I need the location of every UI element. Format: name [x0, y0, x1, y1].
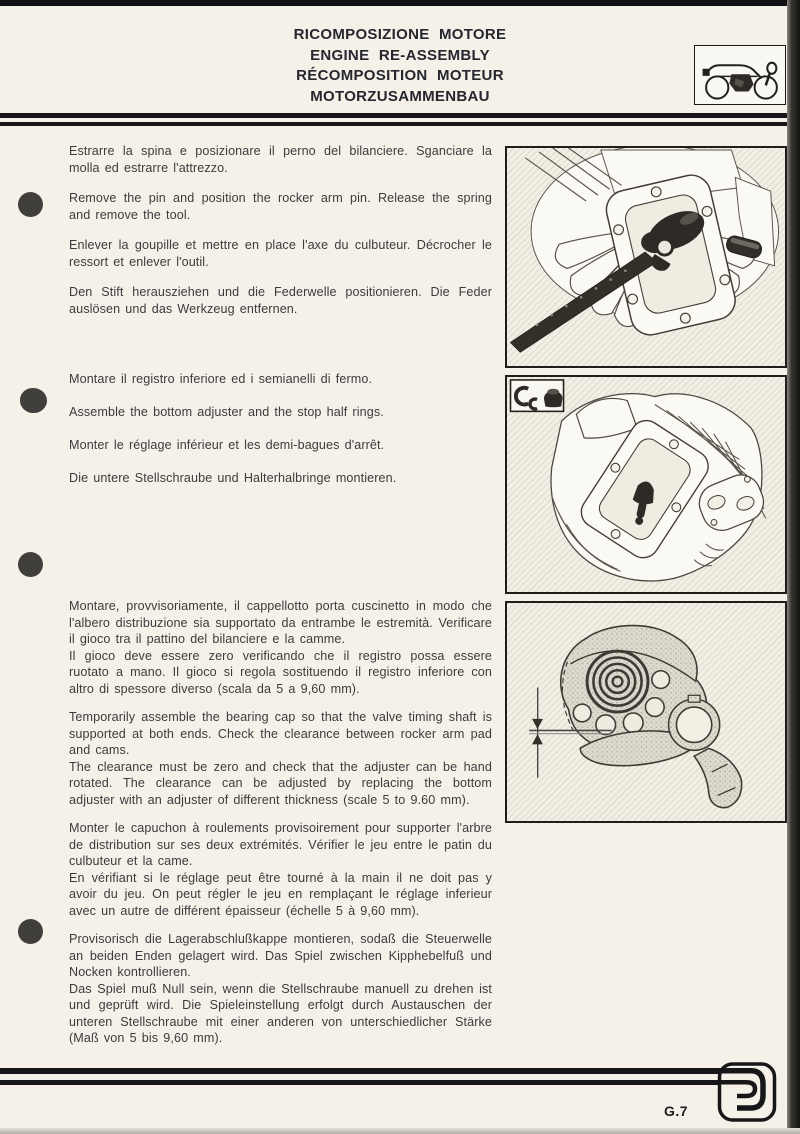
- title-line-de: MOTORZUSAMMENBAU: [310, 87, 490, 105]
- title-line-fr: RÉCOMPOSITION MOTEUR: [296, 67, 504, 84]
- header-rule-bottom: [0, 122, 788, 126]
- punch-hole: [20, 388, 47, 413]
- page-title: [200, 25, 600, 107]
- paragraph-group-english: [69, 709, 492, 808]
- paragraph-italian: Estrarre la spina e posizionare il perno del bilanciere. Sganciare la molla ed estrarre l'attrezzo.: [69, 144, 492, 175]
- paragraph-italian: Il gioco deve essere zero verificando che il registro possa essere ruotato a mano. Il gioco si regola sostituendo il registro inferiore con altro di spessore diverso (scala da 5 a 9,60 mm).: [69, 648, 492, 696]
- page-top-edge: [0, 0, 800, 6]
- section-remove-pin: [69, 143, 492, 331]
- title-line-it: RICOMPOSIZIONE MOTORE: [293, 26, 507, 43]
- punch-hole: [18, 192, 43, 217]
- paragraph-german: Provisorisch die Lagerabschlußkappe montieren, sodaß die Steuerwelle an beiden Enden gelagert wird. Das Spiel zwischen Kipphebelfuß und Nocken kontrollieren.: [69, 932, 492, 979]
- motorcycle-icon: [694, 45, 786, 105]
- paragraph-french: Monter le capuchon à roulements provisoirement pour supporter l'arbre de distribution sur ses deux extrémités. Vérifier le jeu entre le patin du culbuteur et la came.: [69, 821, 492, 868]
- section-bottom-adjuster: [69, 371, 492, 503]
- figure-cam-rocker-clearance: [505, 601, 787, 823]
- paragraph-italian: Montare, provvisoriamente, il cappellotto porta cuscinetto in modo che l'albero distribuzione sia supportato da entrambe le estremità. Verificare il gioco tra il pattino del bilanciere e la camme.: [69, 599, 492, 646]
- paragraph-french: Enlever la goupille et mettre en place l'axe du culbuteur. Décrocher le ressort et enlever l'outil.: [69, 238, 492, 269]
- paragraph-german: Das Spiel muß Null sein, wenn die Stellschraube manuell zu drehen ist und geprüft wird. Die Spieleinstellung erfolgt durch Austauschen der unteren Stellschraube mit einer anderen von unterschiedlicher Stärke (Maß von 5 bis 9,60 mm).: [69, 981, 492, 1045]
- paragraph-group-french: [69, 820, 492, 919]
- paragraph-english: Assemble the bottom adjuster and the stop half rings.: [69, 405, 384, 419]
- paragraph-french: En vérifiant si le réglage peut être tourné à la main il ne doit pas y avoir du jeu. On peut régler le jeu en remplaçant le réglage inferieur avec un autre de différent épaisseur (échelle 5 à 9,60 mm).: [69, 870, 492, 918]
- page-right-edge: [787, 0, 800, 1134]
- paragraph-group-german: [69, 931, 492, 1047]
- paragraph-italian: Montare il registro inferiore ed i semianelli di fermo.: [69, 372, 373, 386]
- figure-bottom-adjuster: [505, 375, 787, 594]
- title-line-en: ENGINE RE-ASSEMBLY: [310, 46, 490, 64]
- figure-rocker-pin-tool: [505, 146, 787, 368]
- footer-rule-bottom: [0, 1080, 727, 1085]
- footer-rule-top: [0, 1068, 727, 1074]
- paragraph-german: Den Stift herausziehen und die Federwelle positionieren. Die Feder auslösen und das Werkzeug entfernen.: [69, 285, 492, 316]
- paragraph-group-italian: [69, 598, 492, 697]
- header-rule-top: [0, 113, 788, 118]
- section-bearing-cap-clearance: [69, 598, 492, 1059]
- punch-hole: [18, 919, 43, 944]
- brand-logo: [715, 1058, 779, 1124]
- paragraph-english: Temporarily assemble the bearing cap so that the valve timing shaft is supported at both ends. Check the clearance between rocker arm pad and cams.: [69, 710, 492, 757]
- page-number: G.7: [664, 1103, 689, 1119]
- paragraph-german: Die untere Stellschraube und Halterhalbringe montieren.: [69, 471, 397, 485]
- punch-hole: [18, 552, 43, 577]
- page-bottom-edge: [0, 1128, 800, 1134]
- paragraph-english: The clearance must be zero and check that the adjuster can be hand rotated. The clearance can be adjusted by replacing the bottom adjuster with an adjuster of different thickness (scale 5 to 9.60 mm).: [69, 759, 492, 807]
- paragraph-french: Monter le réglage inférieur et les demi-bagues d'arrêt.: [69, 438, 385, 452]
- paragraph-english: Remove the pin and position the rocker arm pin. Release the spring and remove the tool.: [69, 191, 492, 222]
- parts-inset: [511, 380, 564, 411]
